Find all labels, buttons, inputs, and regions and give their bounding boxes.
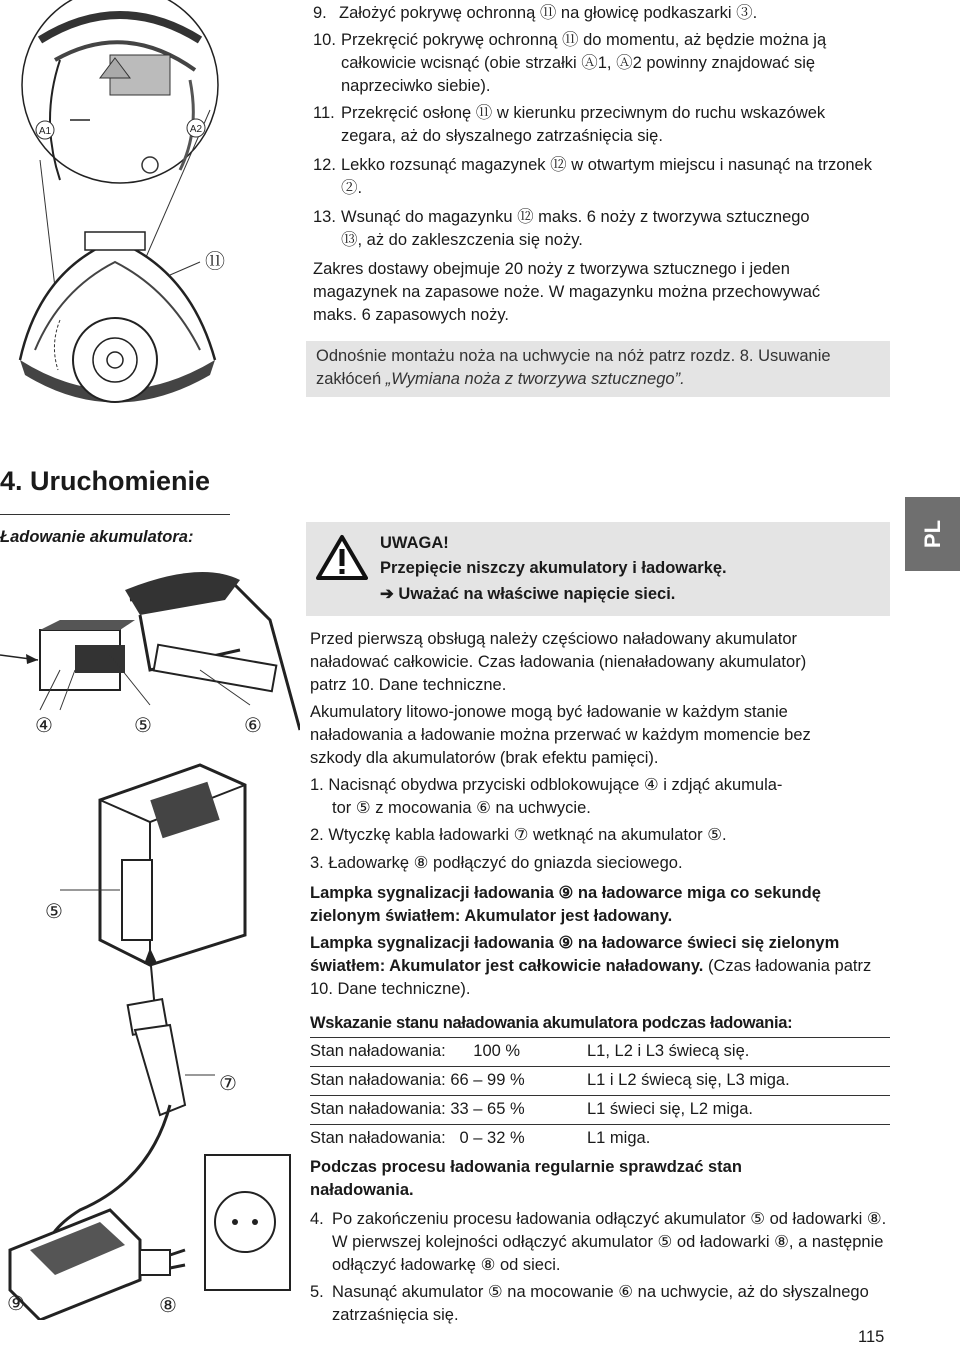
charge-step-2: 2. Wtyczkę kabla ładowarki ⑦ wetknąć na akumulator ⑤. [310,826,727,844]
note-link-text: „Wymiana noża z tworzywa sztucznego”. [385,370,685,388]
final-step-5: 5. Nasunąć akumulator ⑤ na mocowanie ⑥ na uchwycie, aż do słyszalnego zatrzaśnięcia się. [310,1283,869,1324]
label-11: ⑪ [205,251,225,273]
label-a1 [36,121,54,139]
label-a2 [187,119,205,137]
warning-title: UWAGA! [380,534,449,552]
table-rule-1 [310,1066,890,1067]
page-number: 115 [858,1328,885,1346]
warning-triangle-icon [316,534,368,580]
charge-step-3: 3. Ładowarkę ⑧ podłączyć do gniazda sieciowego. [310,854,683,872]
lamp-solid-text: Lampka sygnalizacji ładowania ⑨ na ładowarce świeci się zielonym światłem: Akumulator jest całkowicie naładowany. (Czas ładowania patrz 10. Dane techniczne). [310,934,872,998]
note-box [306,341,890,397]
paragraph-first-use: Przed pierwszą obsługą należy częściowo naładowany akumulator naładować całkowicie. Czas ładowania (nienaładowany akumulator) patrz 10. Dane techniczne. [310,630,807,694]
table-rule-3 [310,1124,890,1125]
charging-figure [0,560,300,1320]
subhead-rule [0,514,230,515]
delivery-text: Zakres dostawy obejmuje 20 noży z tworzywa sztucznego i jeden magazynek na zapasowe noże. W magazynku można przechowywać maks. 6 zapasowych noży. [313,260,821,324]
label-7: ⑦ [219,1073,237,1095]
warning-box [306,522,890,616]
step-13: 13. Wsunąć do magazynku ⑫ maks. 6 noży z tworzywa sztucznego ⑬, aż do zakleszczenia się noży. [313,208,810,249]
label-8: ⑧ [159,1295,177,1317]
warning-line2: ➔ Uważać na właściwe napięcie sieci. [380,585,676,603]
final-step-4: 4. Po zakończeniu procesu ładowania odłączyć akumulator ⑤ od ładowarki ⑧. W pierwszej kolejności odłączyć akumulator ⑤ od ładowarki ⑧, a następnie odłączyć ładowarkę ⑧ od sieci. [310,1210,887,1274]
step-9: 9. Założyć pokrywę ochronną ⑪ na głowicę podkaszarki ③. [313,4,758,22]
table-heading: Wskazanie stanu naładowania akumulatora podczas ładowania: [310,1014,793,1032]
label-5a: ⑤ [134,715,152,737]
table-rule-2 [310,1095,890,1096]
protective-cover-figure [0,0,300,430]
table-rule-0 [310,1037,890,1038]
subhead-charging: Ładowanie akumulatora: [0,528,194,546]
check-text: Podczas procesu ładowania regularnie sprawdzać stan naładowania. [310,1158,742,1199]
label-5b: ⑤ [45,901,63,923]
svg-text:A2: A2 [189,124,203,135]
section-title: 4. Uruchomienie [0,466,211,496]
step-11: 11. Przekręcić osłonę ⑪ w kierunku przeciwnym do ruchu wskazówek zegara, aż do słyszalnego zatrzaśnięcia się. [313,104,826,145]
svg-text:A1: A1 [38,126,52,137]
label-6: ⑥ [244,715,262,737]
language-tab: PL [905,497,960,571]
lamp-blinking-text: Lampka sygnalizacji ładowania ⑨ na ładowarce miga co sekundę zielonym światłem: Akumulator jest ładowany. [310,884,821,925]
step-10: 10. Przekręcić pokrywę ochronną ⑪ do momentu, aż będzie można ją całkowicie wcisnąć (obie strzałki Ⓐ1, Ⓐ2 powinny znajdować się naprzeciwko siebie). [313,31,827,95]
warning-line1: Przepięcie niszczy akumulatory i ładowarkę. [380,559,727,577]
label-4: ④ [35,715,53,737]
paragraph-li-ion: Akumulatory litowo-jonowe mogą być ładowanie w każdym stanie naładowania a ładowanie można przerwać w każdym momencie bez szkody dla akumulatorów (brak efektu pamięci). [310,703,811,767]
charge-step-1: 1. Nacisnąć obydwa przyciski odblokowujące ④ i zdjąć akumula- tor ⑤ z mocowania ⑥ na uchwycie. [310,776,783,817]
step-12: 12. Lekko rozsunąć magazynek ⑫ w otwartym miejscu i nasunąć na trzonek ②. [313,156,872,197]
note-text: Odnośnie montażu noża na uchwycie na nóż patrz rozdz. 8. Usuwanie zakłóceń [316,347,831,388]
label-9: ⑨ [7,1293,25,1315]
